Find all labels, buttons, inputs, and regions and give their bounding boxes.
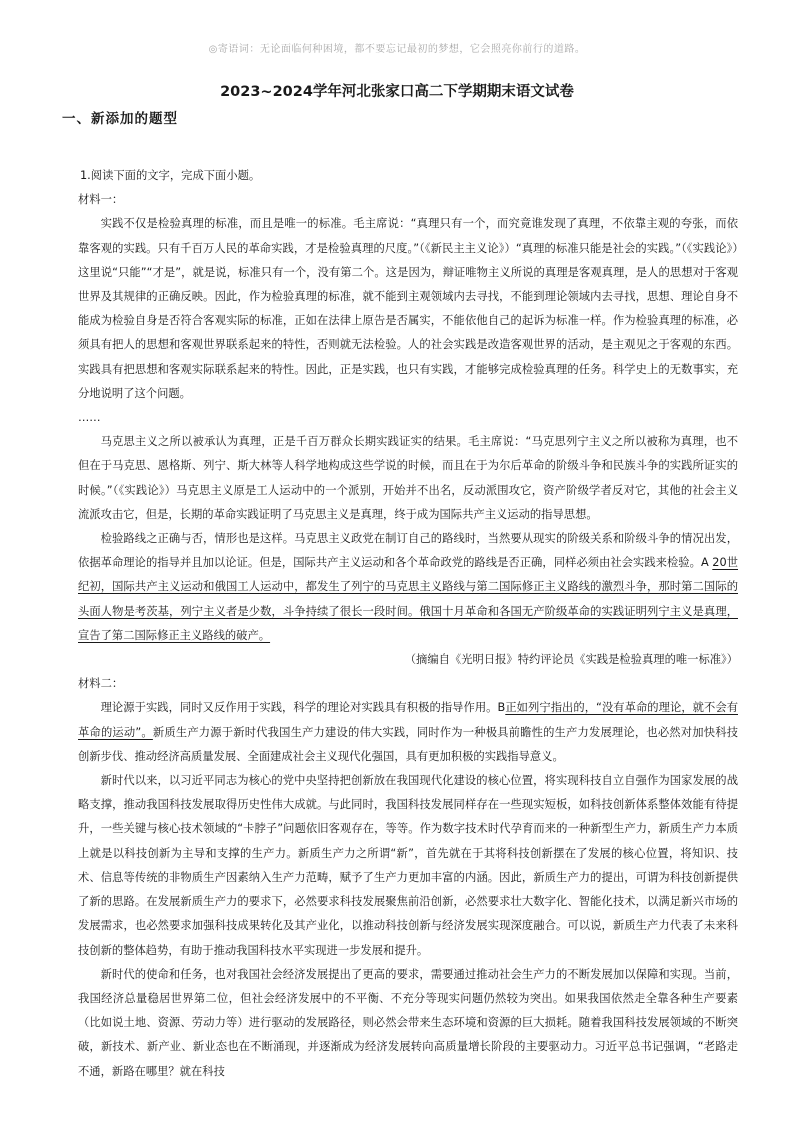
page-title: 2023~2024学年河北张家口高二下学期期末语文试卷 <box>220 84 574 100</box>
underlined-sentence-a: 20世纪初，国际共产主义运动和俄国工人运动中，都发生了列宁的马克思主义路线与第二国际修正主义路线的激烈斗争，那时第二国际的头面人物是考茨基，列宁主义者是少数，斗争持续了很长一段时间。俄国十月革命和各国无产阶级革命的实践证明列宁主义是真理，宣告了第二国际修正主义路线的破产。 <box>78 556 738 642</box>
material-1-source: （摘编自《光明日报》特约评论员《实践是检验真理的唯一标准》） <box>404 653 738 667</box>
material-2-label: 材料二： <box>78 677 124 691</box>
material-2-paragraph-1 <box>78 696 738 769</box>
question-prompt: 1.阅读下面的文字，完成下面小题。 <box>80 169 261 182</box>
underlined-sentence-b: 正如列宁指出的，“没有革命的理论，就不会有革命的运动”。 <box>78 701 738 739</box>
paragraph-3-text: 检验路线之正确与否，情形也是这样。马克思主义政党在制订自己的路线时，当然要从现实的阶级关系和阶级斗争的情况出发，依据革命理论的指导并且加以论证。但是，国际共产主义运动和各个革命政党的路线是否正确，同样必须由社会实践来检验。A <box>78 532 738 570</box>
material-2-paragraph-3: 新时代的使命和任务，也对我国社会经济发展提出了更高的要求，需要通过推动社会生产力的不断发展加以保障和实现。当前，我国经济总量稳居世界第二位，但社会经济发展中的不平衡、不充分等现实问题仍然较为突出。如果我国依然走全靠各种生产要素（比如说土地、资源、劳动力等）进行驱动的发展路径，则必然会带来生态环境和资源的巨大损耗。随着我国科技发展领域的不断突破，新技术、新产业、新业态也在不断涌现，并逐渐成为经济发展转向高质量增长阶段的主要驱动力。习近平总书记强调，“老路走不通，新路在哪里？就在科技 <box>78 967 738 1078</box>
material-1-paragraph-3 <box>78 527 738 648</box>
paragraph-text-rest: 新质生产力源于新时代我国生产力建设的伟大实践，同时作为一种极具前瞻性的生产力发展理论，也必然对加快科技创新步伐、推动经济高质量发展、全面建成社会主义现代化强国，具有更加积极的实践指导意义。 <box>78 725 738 763</box>
material-1-paragraph-2: 马克思主义之所以被承认为真理，正是千百万群众长期实践证实的结果。毛主席说：“马克思列宁主义之所以被称为真理，也不但在于马克思、恩格斯、列宁、斯大林等人科学地构成这些学说的时候，而且在于为尔后革命的阶级斗争和民族斗争的实践所证实的时候。”（《实践论》）马克思主义原是工人运动中的一个派别，开始并不出名，反动派围攻它，资产阶级学者反对它，其他的社会主义流派攻击它，但是，长期的革命实践证明了马克思主义是真理，终于成为国际共产主义运动的指导思想。 <box>78 435 738 521</box>
paragraph-text: 理论源于实践，同时又反作用于实践，科学的理论对实践具有积极的指导作用。B <box>100 701 506 715</box>
ellipsis: …… <box>78 411 101 425</box>
section-heading: 一、新添加的题型 <box>62 111 178 127</box>
header-motto: ◎寄语词：无论面临何种困境，都不要忘记最初的梦想，它会照亮你前行的道路。 <box>208 44 586 55</box>
reading-passage <box>78 164 738 1084</box>
material-2-paragraph-2: 新时代以来，以习近平同志为核心的党中央坚持把创新放在我国现代化建设的核心位置，将实现科技自立自强作为国家发展的战略支撑，推动我国科技发展取得历史性伟大成就。与此同时，我国科技发展同样存在一些现实短板，如科技创新体系整体效能有待提升，一些关键与核心技术领域的“卡脖子”问题依旧客观存在，等等。作为数字技术时代孕育而来的一种新型生产力，新质生产力本质上就是以科技创新为主导和支撑的生产力。新质生产力之所谓“新”，首先就在于其将科技创新摆在了发展的核心位置，将知识、技术、信息等传统的非物质生产因素纳入生产力范畴，赋予了生产力更加丰富的内涵。因此，新质生产力的提出，可谓为科技创新提供了新的思路。在发展新质生产力的要求下，必然要求科技发展聚焦前沿创新，必然要求壮大数字化、智能化技术，以满足新兴市场的发展需求，也必然要求加强科技成果转化及其产业化，以推动科技创新与经济发展实现深度融合。可以说，新质生产力代表了未来科技创新的整体趋势，有助于推动我国科技水平实现进一步发展和提升。 <box>78 774 738 957</box>
material-1-paragraph-1: 实践不仅是检验真理的标准，而且是唯一的标准。毛主席说：“真理只有一个，而究竟谁发现了真理，不依靠主观的夸张，而依靠客观的实践。只有千百万人民的革命实践，才是检验真理的尺度。”（《新民主主义论》）“真理的标准只能是社会的实践。”（《实践论》）这里说“只能”“才是”，就是说，标准只有一个，没有第二个。这是因为，辩证唯物主义所说的真理是客观真理，是人的思想对于客观世界及其规律的正确反映。因此，作为检验真理的标准，就不能到主观领域内去寻找，不能到理论领域内去寻找，思想、理论自身不能成为检验自身是否符合客观实际的标准，正如在法律上原告是否属实，不能依他自己的起诉为标准一样。作为检验真理的标准，必须具有把人的思想和客观世界联系起来的特性，否则就无法检验。人的社会实践是改造客观世界的活动，是主观见之于客观的东西。实践具有把思想和客观实际联系起来的特性。因此，正是实践，也只有实践，才能够完成检验真理的任务。科学史上的无数事实，充分地说明了这个问题。 <box>78 217 738 400</box>
material-1-label: 材料一： <box>78 193 124 207</box>
